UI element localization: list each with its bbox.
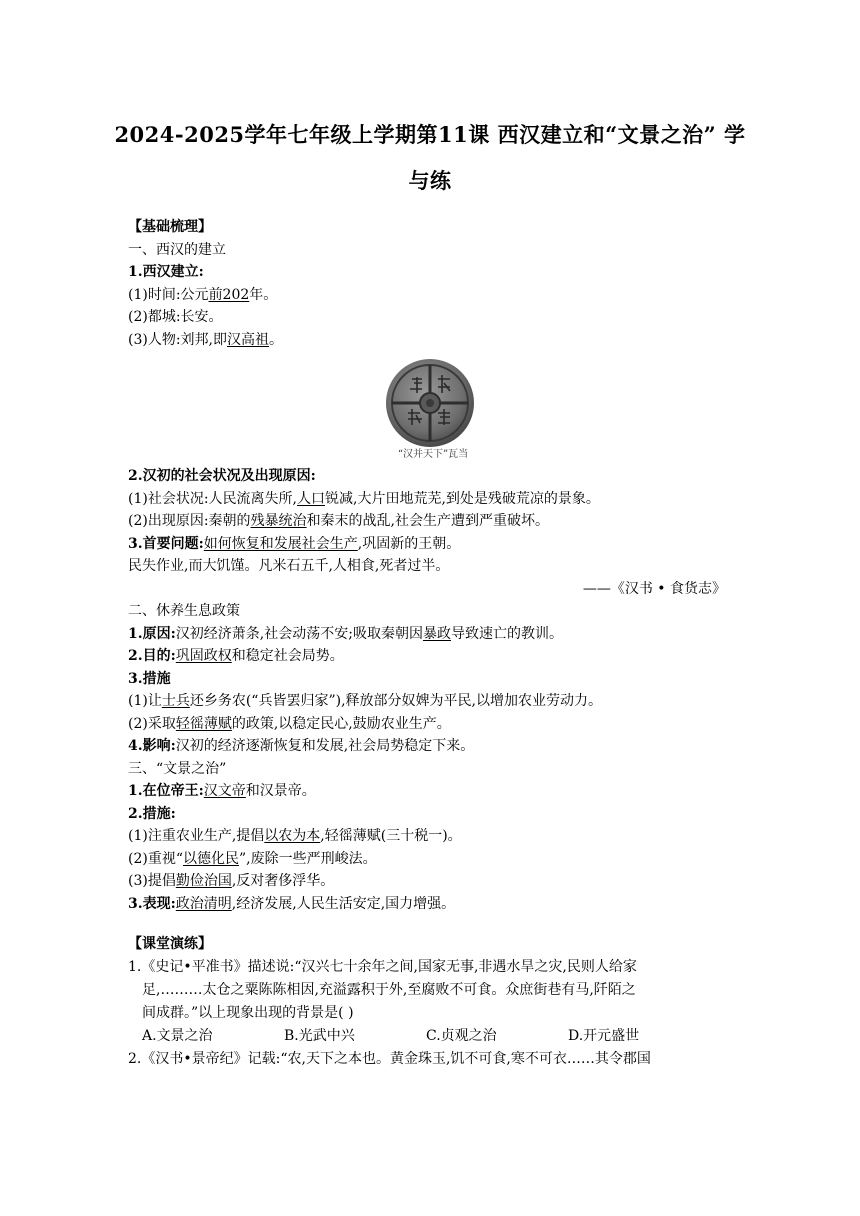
part1-quote: 民失作业,而大饥馑。凡米石五千,人相食,死者过半。 <box>128 558 450 574</box>
title-line-1: 2024-2025学年七年级上学期第11课 西汉建立和“文景之治” 学 <box>114 122 746 147</box>
question-1-options <box>128 1025 738 1048</box>
document-title <box>110 112 750 204</box>
part3-heading: 三、“文景之治” <box>128 760 227 777</box>
part1-quote-source: ——《汉书 • 食货志》 <box>582 580 726 597</box>
part3-performance: 3.表现:政治清明,经济发展,人民生活安定,国力增强。 <box>128 895 456 912</box>
option-d[interactable]: D.开元盛世 <box>568 1027 640 1044</box>
part2-measure-1: (1)让士兵还乡务农(“兵皆罢归家”),释放部分奴婢为平民,以增加农业劳动力。 <box>128 693 602 709</box>
part1-social-status: (1)社会状况:人民流离失所,人口锐减,大片田地荒芜,到处是残破荒凉的景象。 <box>128 490 600 507</box>
question-1-line-3: 间成群。”以上现象出现的背景是( ) <box>142 1004 354 1021</box>
wadang-tile-image <box>384 357 476 449</box>
question-1-line-1: 1.《史记•平准书》描述说:“汉兴七十余年之间,国家无事,非遇水旱之灾,民则人给家 <box>128 958 637 975</box>
option-c[interactable]: C.贞观之治 <box>426 1027 497 1044</box>
question-2 <box>128 1048 738 1071</box>
question-1 <box>128 956 738 1048</box>
part3-measure-1: (1)注重农业生产,提倡以农为本,轻徭薄赋(三十税一)。 <box>128 828 462 844</box>
part1-cause: (2)出现原因:秦朝的残暴统治和秦末的战乱,社会生产遭到严重破坏。 <box>128 513 550 529</box>
document-body <box>128 216 738 1071</box>
section-practice-heading: 【课堂演练】 <box>128 936 212 952</box>
part1-capital: (2)都城:长安。 <box>128 309 223 325</box>
wadang-figure <box>128 357 738 461</box>
part2-measures-heading: 3.措施 <box>128 670 171 687</box>
option-b[interactable]: B.光武中兴 <box>284 1027 355 1044</box>
part3-measures-heading: 2.措施: <box>128 805 176 822</box>
title-line-2: 与练 <box>408 168 452 193</box>
part3-emperors: 1.在位帝王:汉文帝和汉景帝。 <box>128 783 316 799</box>
option-a[interactable]: A.文景之治 <box>142 1027 213 1044</box>
section-basic-heading: 【基础梳理】 <box>128 219 212 235</box>
part1-person: (3)人物:刘邦,即汉高祖。 <box>128 331 283 348</box>
part2-goal: 2.目的:巩固政权和稳定社会局势。 <box>128 648 344 664</box>
part2-reason: 1.原因:汉初经济萧条,社会动荡不安;吸取秦朝因暴政导致速亡的教训。 <box>128 625 563 642</box>
part3-measure-2: (2)重视“以德化民”,废除一些严刑峻法。 <box>128 850 377 867</box>
question-1-line-2: 足,………太仓之粟陈陈相因,充溢露积于外,至腐败不可食。众庶街巷有马,阡陌之 <box>142 981 636 998</box>
part1-item2-heading: 2.汉初的社会状况及出现原因: <box>128 468 316 484</box>
part2-impact: 4.影响:汉初的经济逐渐恢复和发展,社会局势稳定下来。 <box>128 738 475 754</box>
part2-measure-2: (2)采取轻徭薄赋的政策,以稳定民心,鼓励农业生产。 <box>128 715 451 732</box>
part1-item1-heading: 1.西汉建立: <box>128 264 204 280</box>
part2-heading: 二、休养生息政策 <box>128 603 240 619</box>
part1-heading: 一、西汉的建立 <box>128 241 226 258</box>
question-2-line-1: 2.《汉书•景帝纪》记载:“农,天下之本也。黄金珠玉,饥不可食,寒不可衣……其令郡国 <box>128 1050 651 1067</box>
figure-caption: “汉并天下”瓦当 <box>397 449 469 460</box>
part3-measure-3: (3)提倡勤俭治国,反对奢侈浮华。 <box>128 873 335 889</box>
part1-time: (1)时间:公元前202年。 <box>128 286 278 303</box>
part1-primary-issue: 3.首要问题:如何恢复和发展社会生产,巩固新的王朝。 <box>128 535 461 552</box>
